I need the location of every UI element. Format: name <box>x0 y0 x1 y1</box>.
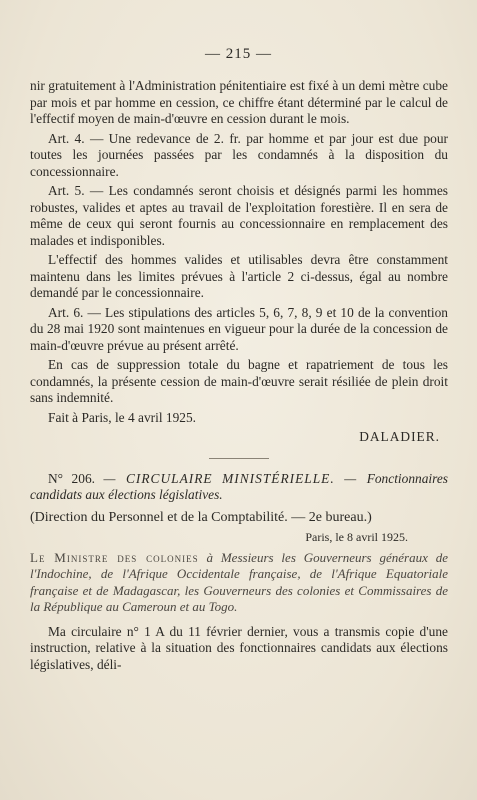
addressee-rest: à Messieurs les Gouverneurs généraux de l'Indochine, de l'Afrique Occidentale française, de l'Afrique Equatoriale française et de Madagascar, les Gouverneurs des colonies et Commissaires de la République au Cameroun et au Togo. <box>30 549 448 614</box>
circular-title: — CIRCULAIRE MINISTÉRIELLE. — <box>103 470 367 486</box>
paragraph-effectif: L'effectif des hommes valides et utilisables devra être constamment maintenu dans les limites prévues à l'article 2 ci-dessus, égal au nombre demandé par le concessionnaire. <box>30 252 448 300</box>
paragraph-article-4: Art. 4. — Une redevance de 2. fr. par homme et par jour est due pour toutes les journées passées par les condamnés à la disposition du concessionnaire. <box>30 130 448 179</box>
circular-number: N° 206. <box>48 470 95 486</box>
circular-direction: (Direction du Personnel et de la Comptabilité. — 2e bureau.) <box>30 509 372 525</box>
paragraph-suppression: En cas de suppression totale du bagne et rapatriement de tous les condamnés, la présente cession de main-d'œuvre serait résiliée de plein droit sans indemnité. <box>30 357 448 405</box>
circular-date: Paris, le 8 avril 1925. <box>305 530 408 544</box>
section-divider <box>209 458 269 459</box>
circular-body: Ma circulaire n° 1 A du 11 février dernier, vous a transmis copie d'une instruction, relative à la situation des fonctionnaires candidats aux élections législatives, déli- <box>30 623 448 672</box>
paragraph-continuation: nir gratuitement à l'Administration pénitentiaire est fixé à un demi mètre cube par mois et par homme en cession, ce chiffre étant déterminé par le calcul de l'effectif moyen de main-d'œuvre en cession durant le mois. <box>30 78 448 126</box>
paragraph-article-6: Art. 6. — Les stipulations des articles 5, 6, 7, 8, 9 et 10 de la convention du 28 mai 1920 sont maintenues en vigueur pour la durée de la concession de main-d'œuvre prévue au présent arrêté. <box>30 304 448 353</box>
circular-addressee <box>30 550 448 616</box>
addressee-lead: Le Ministre des colonies <box>30 549 199 565</box>
paragraph-article-5: Art. 5. — Les condamnés seront choisis et désignés parmi les hommes robustes, valides et aptes au travail de l'exploitation forestière. Il en sera de même de ceux qui seront fournis au concessionnaire en remplacement des malades et indisponibles. <box>30 183 448 248</box>
page-body <box>30 78 448 676</box>
page-number: — 215 — <box>205 46 272 62</box>
circular-subtitle: Fonctionnaires candidats aux élections législatives. <box>30 470 449 502</box>
signature: DALADIER. <box>359 429 440 444</box>
circular-heading <box>30 471 448 504</box>
date-line: Fait à Paris, le 4 avril 1925. <box>48 409 197 425</box>
